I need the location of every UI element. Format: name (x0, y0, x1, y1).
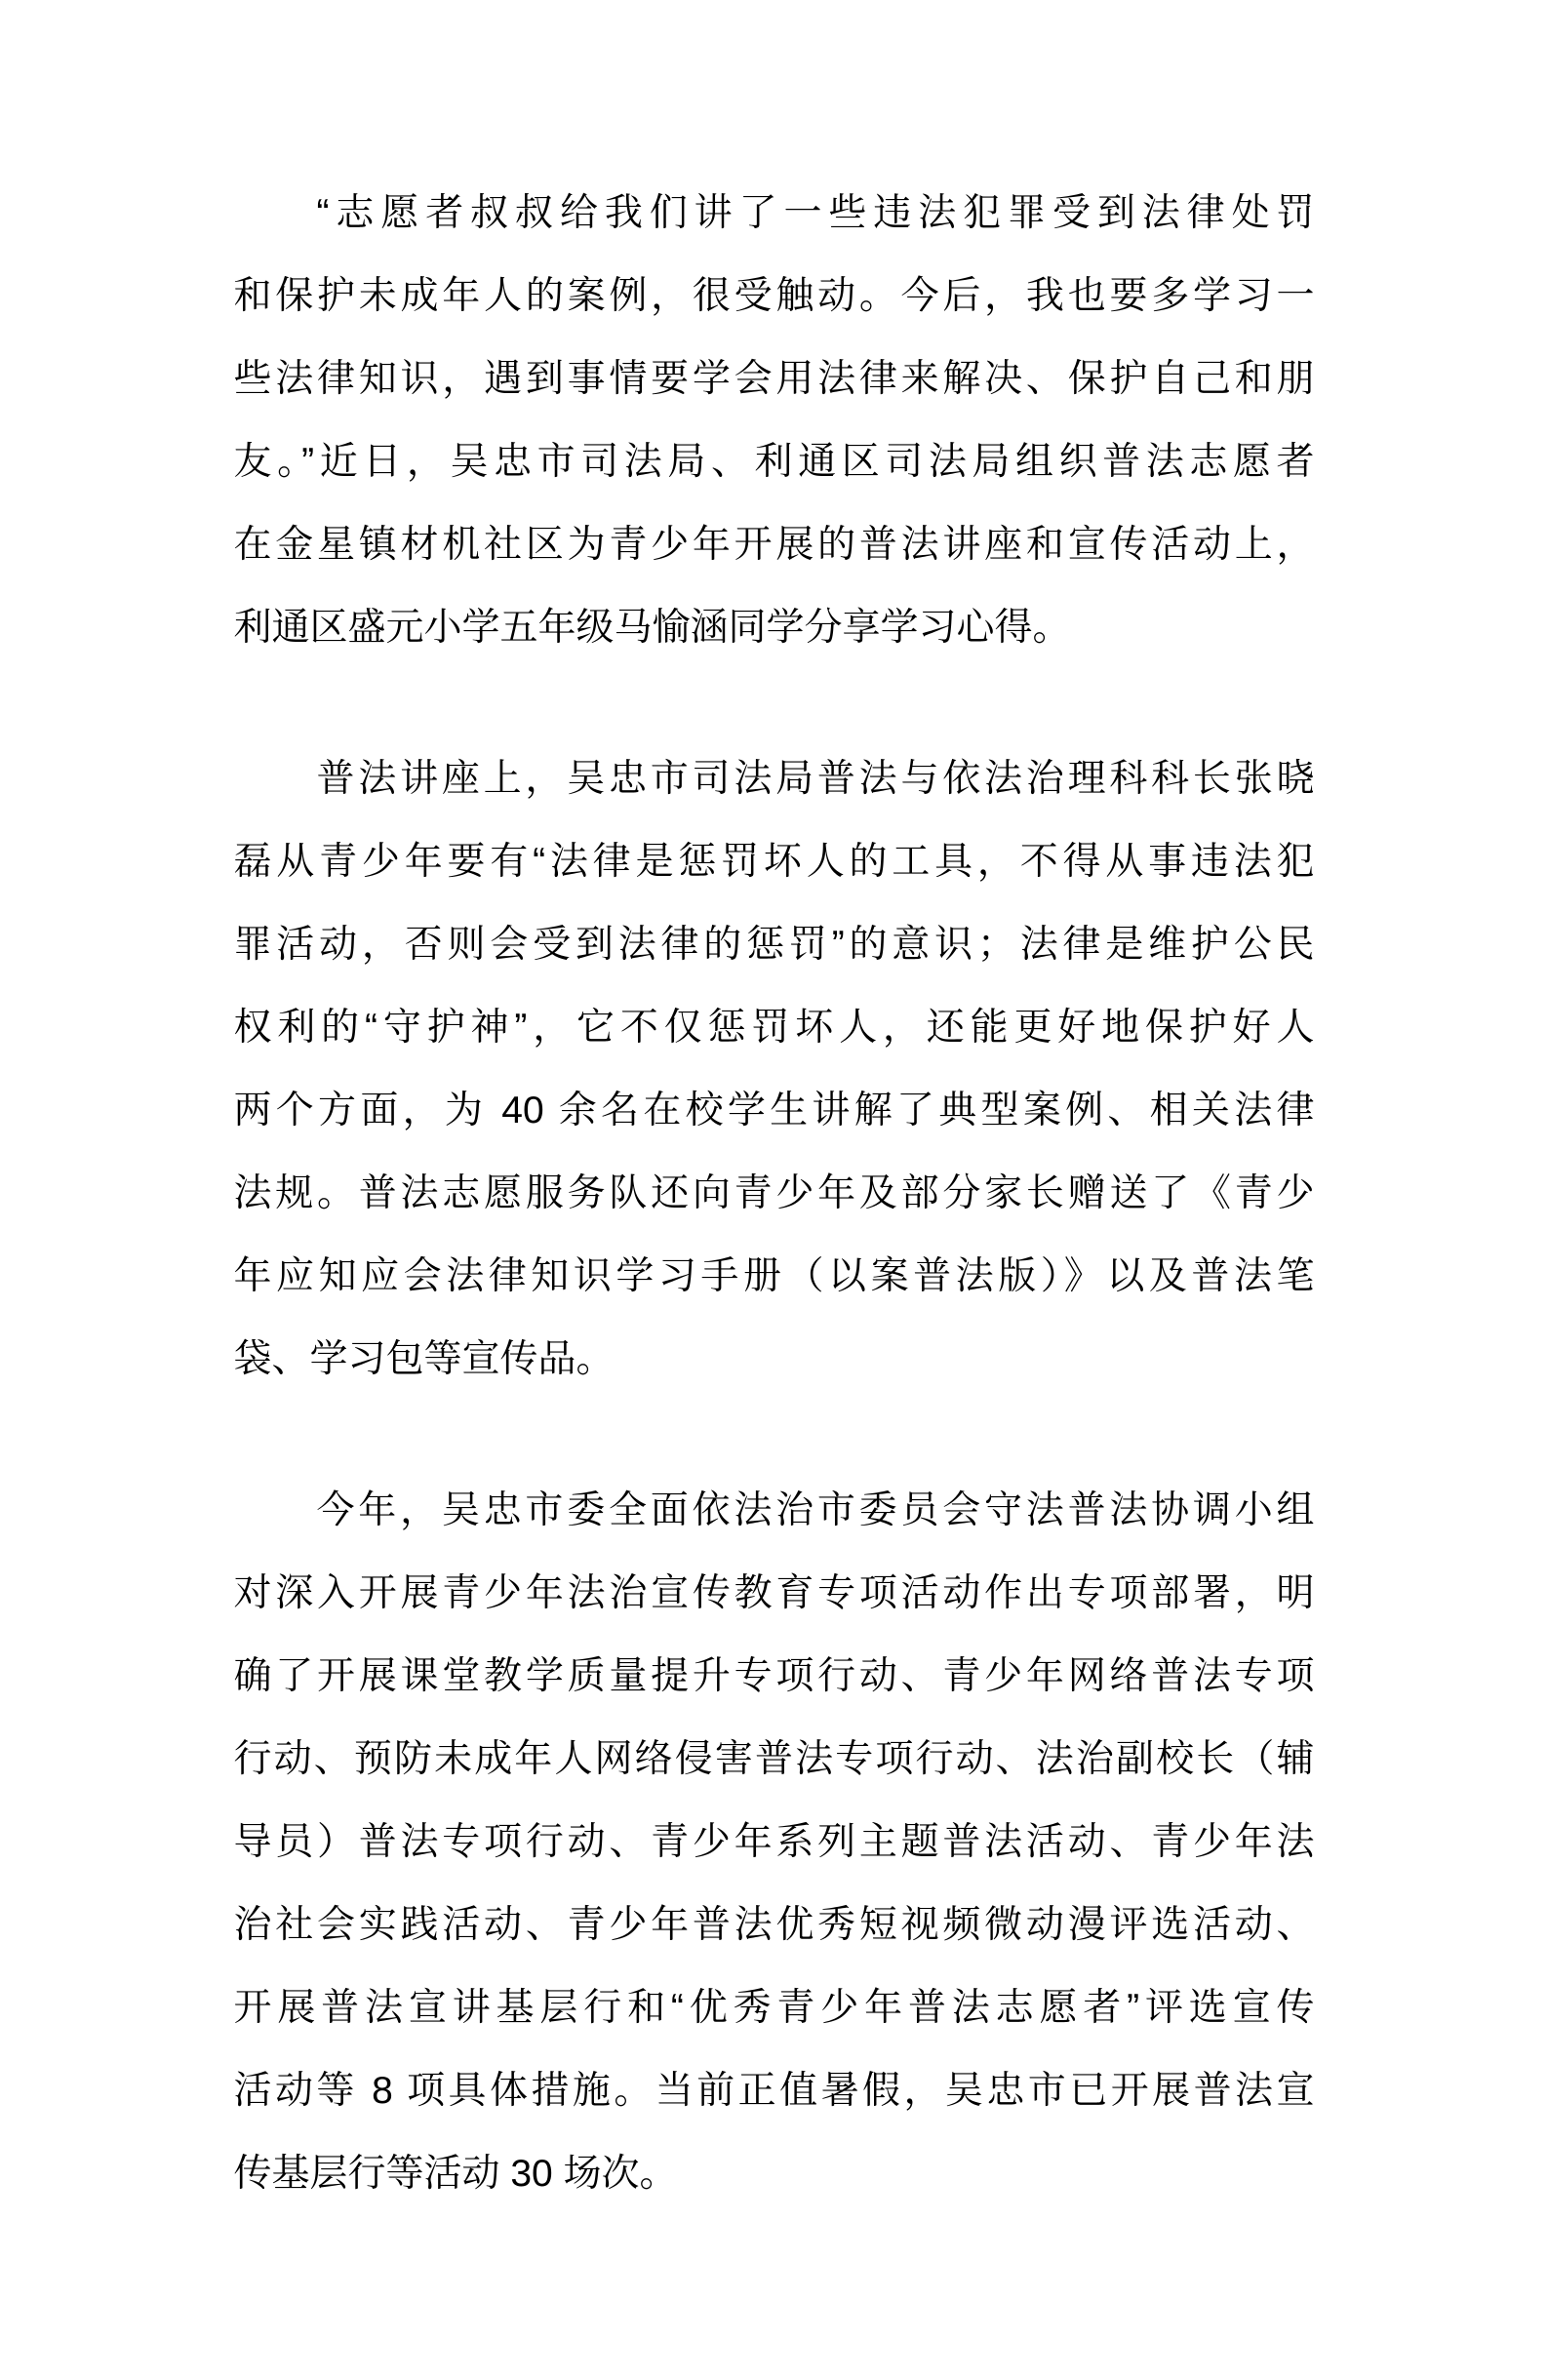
paragraph-1 (234, 172, 1315, 669)
text-line: 对深入开展青少年法治宣传教育专项活动作出专项部署，明 (233, 1572, 1315, 1614)
text-line: 些法律知识，遇到事情要学会用法律来解决、保护自己和朋 (233, 358, 1315, 400)
text-line: 磊从青少年要有“法律是惩罚坏人的工具，不得从事违法犯 (233, 841, 1315, 883)
text-line: 行动、预防未成年人网络侵害普法专项行动、法治副校长（辅 (233, 1738, 1315, 1780)
text-line: 在金星镇材机社区为青少年开展的普法讲座和宣传活动上， (233, 524, 1315, 566)
text-line: 活动等 8 项具体措施。当前正值暑假，吴忠市已开展普法宣 (233, 2070, 1315, 2112)
document-page (234, 0, 1315, 2215)
paragraph-2 (234, 737, 1315, 1401)
text-line: 治社会实践活动、青少年普法优秀短视频微动漫评选活动、 (233, 1904, 1315, 1946)
text-line: 普法讲座上，吴忠市司法局普法与依法治理科科长张晓 (316, 758, 1315, 800)
text-line: 友。”近日，吴忠市司法局、利通区司法局组织普法志愿者 (233, 441, 1315, 483)
paragraph-3 (234, 1469, 1315, 2215)
text-line: 利通区盛元小学五年级马愉涵同学分享学习心得。 (233, 607, 1071, 649)
text-line: “志愿者叔叔给我们讲了一些违法犯罪受到法律处罚 (316, 192, 1315, 234)
text-line: 今年，吴忠市委全面依法治市委员会守法普法协调小组 (316, 1489, 1315, 1531)
text-line: 两个方面，为 40 余名在校学生讲解了典型案例、相关法律 (233, 1090, 1315, 1131)
text-line: 和保护未成年人的案例，很受触动。今后，我也要多学习一 (233, 275, 1315, 317)
text-line: 导员）普法专项行动、青少年系列主题普法活动、青少年法 (233, 1821, 1315, 1863)
text-line: 传基层行等活动 30 场次。 (233, 2153, 678, 2195)
text-line: 开展普法宣讲基层行和“优秀青少年普法志愿者”评选宣传 (233, 1987, 1315, 2029)
text-line: 权利的“守护神”，它不仅惩罚坏人，还能更好地保护好人 (233, 1007, 1315, 1049)
text-line: 法规。普法志愿服务队还向青少年及部分家长赠送了《青少 (233, 1172, 1315, 1214)
text-line: 年应知应会法律知识学习手册（以案普法版）》以及普法笔 (233, 1255, 1315, 1297)
text-line: 罪活动，否则会受到法律的惩罚”的意识；法律是维护公民 (233, 924, 1315, 966)
text-line: 袋、学习包等宣传品。 (233, 1338, 615, 1380)
text-line: 确了开展课堂教学质量提升专项行动、青少年网络普法专项 (233, 1655, 1315, 1697)
